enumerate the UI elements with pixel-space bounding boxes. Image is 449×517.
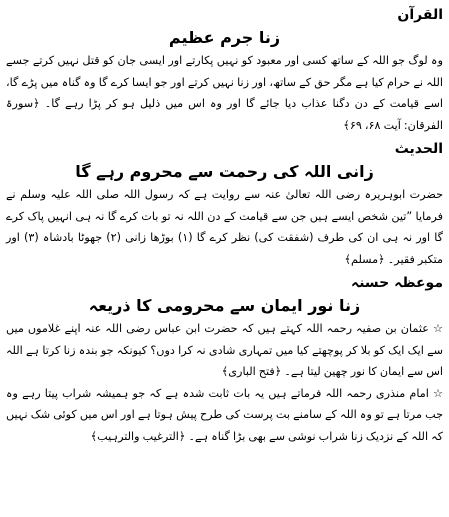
section-label-mauiza: موعظہ حسنہ: [351, 275, 443, 291]
heading-deprivation-of-faith: زنا نور ایمان سے محرومی کا ذریعہ: [88, 296, 361, 315]
quran-paragraph: وہ لوگ جو اللہ کے ساتھ کسی اور معبود کو نہیں پکارتے اور ایسی جان کو قتل نہیں کرتے جسے اللہ نے حرام کیا ہے مگر حق کے ساتھ، اور زنا نہیں کرتے اور جو ایسا کرے گا وہ گناہ میں پڑے گا، اسے قیامت کے دن دگنا عذاب دیا جائے گا اور وہ اس میں ذلیل ہو کر پڑا رہے گا۔ ﴿سورۃ الفرقان: آیت ۶۸، ۶۹﴾: [6, 54, 443, 132]
mauiza-paragraph-1: ☆ عثمان بن صفیہ رحمہ اللہ کہتے ہیں کہ حضرت ابن عباس رضی اللہ عنہ اپنے غلاموں میں سے ایک ایک کو بلا کر پوچھتے کیا میں تمہاری شادی نہ کرا دوں؟ کیونکہ جو بندہ زنا کرتا ہے اللہ اس سے ایمان کا نور چھین لیتا ہے۔ ﴿فتح الباری﴾: [6, 322, 443, 378]
section-label-quran: القرآن: [397, 7, 443, 23]
heading-great-crime: زنا جرم عظیم: [168, 28, 281, 47]
mauiza-paragraph-2: ☆ امام منذری رحمہ اللہ فرماتے ہیں یہ بات ثابت شدہ ہے کہ جو ہمیشہ شراب پیتا رہے وہ جب مرتا ہے تو وہ اللہ کے سامنے بت پرست کی طرح پیش ہوتا ہے اور اس میں کوئی شک نہیں کہ اللہ کے نزدیک زنا شراب نوشی سے بھی بڑا گناہ ہے۔ ﴿الترغیب والترہیب﴾: [6, 386, 443, 443]
hadith-paragraph: حضرت ابوہریرہ رضی اللہ تعالیٰ عنہ سے روایت ہے کہ رسول اللہ صلی اللہ علیہ وسلم نے فرمایا ”تین شخص ایسے ہیں جن سے قیامت کے دن اللہ نہ تو بات کرے گا نہ ہی انہیں پاک کرے گا اور نہ ہی ان کی طرف (شفقت کی) نظر کرے گا (۱) بوڑھا زانی (۲) جھوٹا بادشاہ (۳) اور متکبر فقیر۔ ﴿مسلم﴾: [6, 188, 443, 266]
heading-deprived-of-mercy: زانی اللہ کی رحمت سے محروم رہے گا: [75, 162, 374, 181]
section-label-hadith: الحدیث: [394, 141, 443, 157]
